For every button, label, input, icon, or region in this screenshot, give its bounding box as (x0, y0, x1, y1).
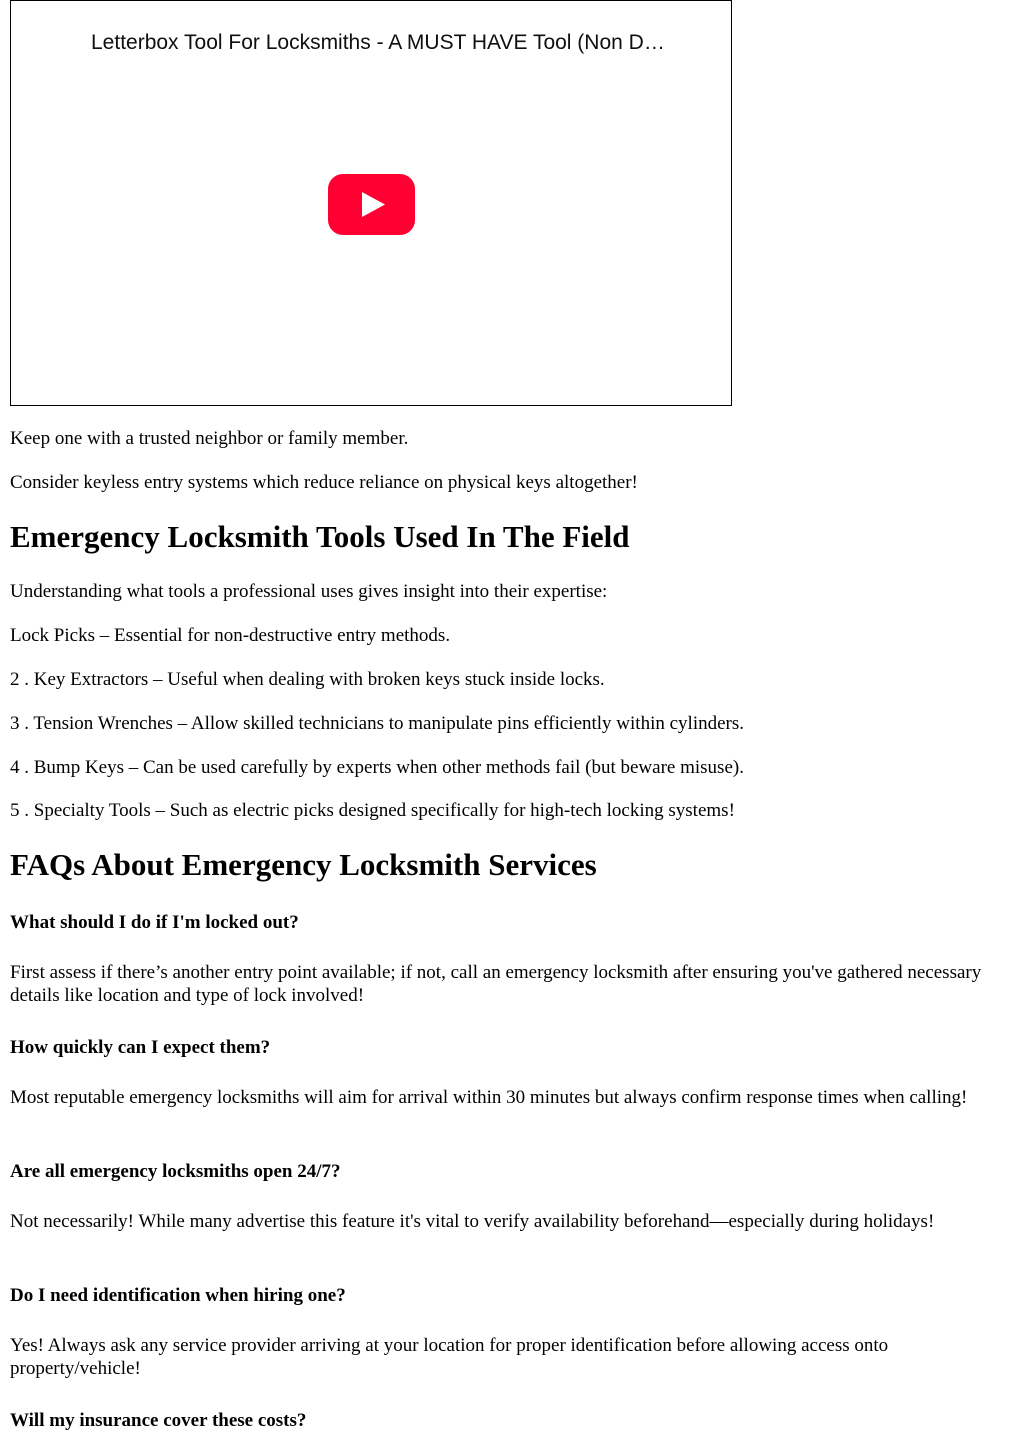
section-heading-tools: Emergency Locksmith Tools Used In The Field (10, 519, 630, 554)
tool-item: 5 . Specialty Tools – Such as electric picks designed specifically for high-tech locking systems! (10, 800, 735, 821)
faq-answer: Not necessarily! While many advertise this feature it's vital to verify availability beforehand—especially during holidays! (10, 1211, 935, 1232)
paragraph: Keep one with a trusted neighbor or family member. (10, 428, 409, 449)
tool-item: 3 . Tension Wrenches – Allow skilled technicians to manipulate pins efficiently within cylinders. (10, 713, 745, 734)
faq-question: Do I need identification when hiring one? (10, 1285, 346, 1306)
tool-item: 4 . Bump Keys – Can be used carefully by experts when other methods fail (but beware misuse). (10, 757, 744, 778)
tools-intro: Understanding what tools a professional uses gives insight into their expertise: (10, 581, 608, 602)
faq-question: What should I do if I'm locked out? (10, 912, 299, 933)
faq-answer: First assess if there’s another entry point available; if not, call an emergency locksmith after ensuring you've gathered necessary details like location and type of lock involved! (10, 962, 982, 1006)
faq-question: How quickly can I expect them? (10, 1037, 271, 1058)
faq-answer: Yes! Always ask any service provider arriving at your location for proper identification before allowing access onto property/vehicle! (10, 1335, 889, 1379)
video-embed[interactable] (10, 0, 732, 406)
play-button-icon[interactable] (328, 174, 415, 235)
tool-item: Lock Picks – Essential for non-destructive entry methods. (10, 625, 451, 646)
paragraph: Consider keyless entry systems which reduce reliance on physical keys altogether! (10, 472, 638, 493)
section-heading-faqs: FAQs About Emergency Locksmith Services (10, 847, 597, 882)
faq-answer: Most reputable emergency locksmiths will aim for arrival within 30 minutes but always confirm response times when calling! (10, 1087, 968, 1108)
tool-item: 2 . Key Extractors – Useful when dealing with broken keys stuck inside locks. (10, 669, 605, 690)
video-title[interactable]: Letterbox Tool For Locksmiths - A MUST HAVE Tool (Non D… (91, 31, 665, 54)
faq-question: Are all emergency locksmiths open 24/7? (10, 1161, 341, 1182)
faq-question: Will my insurance cover these costs? (10, 1410, 307, 1431)
